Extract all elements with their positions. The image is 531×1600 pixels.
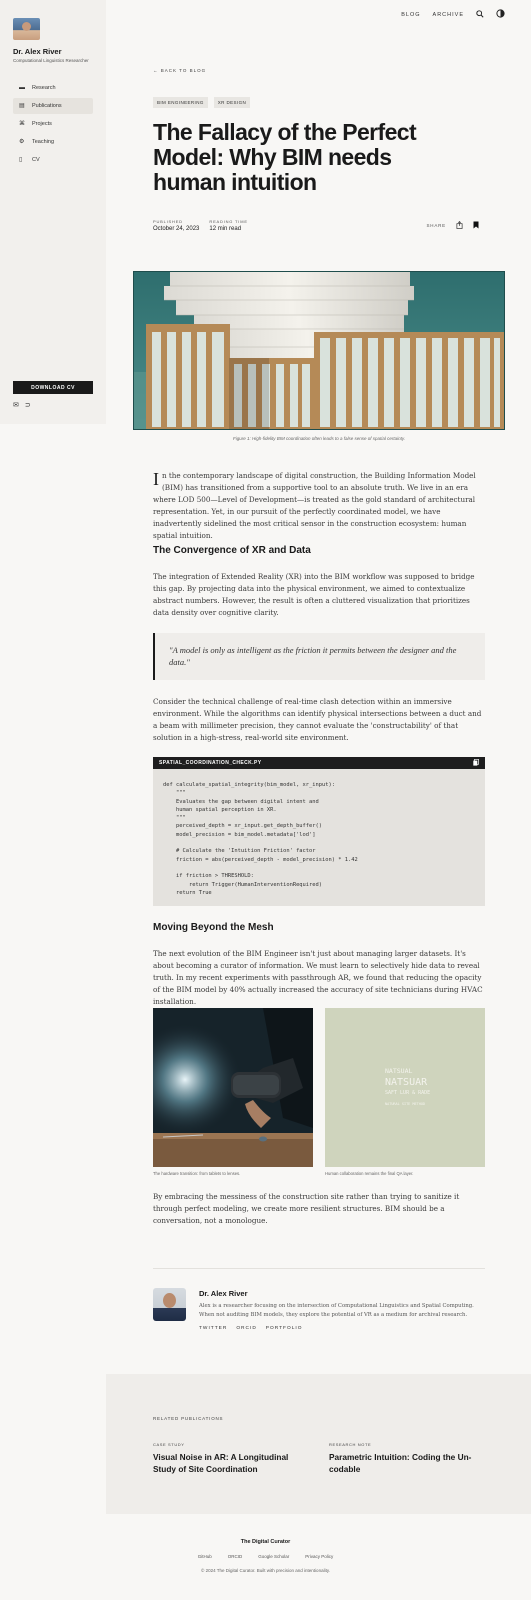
intro-text: n the contemporary landscape of digital construction, the Building Information Model (BIM) has transitioned from a supportive tool to an absolute truth. We live in an era where LOD 500—Level of Development—is treated as the gold standard of architectural representation. Yet, in our pursuit of the perfectly coordinated model, we have inadvertently sidelined the most critical sensor in the construction ecosystem: human spatial intuition. <box>153 471 476 540</box>
image-text-line: SAFT LUR & RADE <box>385 1090 431 1096</box>
projects-icon: ⌘ <box>19 121 25 127</box>
newspaper-icon: ▤ <box>19 103 25 109</box>
footer-brand: The Digital Curator <box>240 1539 291 1545</box>
sidebar-item-publications[interactable] <box>13 98 93 114</box>
sidebar-item-teaching[interactable] <box>13 134 93 150</box>
reading-time-label: READING TIME <box>209 219 248 224</box>
related-label: RELATED PUBLICATIONS <box>153 1416 224 1421</box>
code-content: def calculate_spatial_integrity(bim_model, xr_input): """ Evaluates the gap between digital intent and human spatial perception in XR. """ perceived_depth = xr_input.get_depth_buffer() model_precision = bim_model.metadata['lod'] # Calculate the 'Intuition Friction' factor friction = abs(perceived_depth - model_precision) * 1.42 if friction > THRESHOLD: return Trigger(HumanInterventionRequired) return True <box>163 782 358 896</box>
back-to-blog-link[interactable]: ← BACK TO BLOG <box>153 68 207 73</box>
published-date: October 24, 2023 <box>153 226 200 232</box>
sidebar-item-research[interactable] <box>13 80 93 96</box>
search-icon[interactable] <box>476 10 484 20</box>
sidebar-item-label: Publications <box>32 103 62 109</box>
hero-caption: Figure 1: High-fidelity BIM coordination often leads to a false sense of spatial certainty. <box>232 436 405 441</box>
footer-copyright: © 2024 The Digital Curator. Built with precision and intentionality. <box>201 1568 330 1573</box>
published-label: PUBLISHED <box>153 219 183 224</box>
page-title: The Fallacy of the Perfect Model: Why BIM needs human intuition <box>153 119 417 195</box>
tag-xr-design[interactable]: XR DESIGN <box>214 97 250 108</box>
sidebar-nav <box>13 80 93 170</box>
top-nav <box>401 9 505 20</box>
share-icon[interactable] <box>456 221 463 230</box>
related-kind: RESEARCH NOTE <box>329 1442 372 1447</box>
nav-blog-link[interactable]: BLOG <box>401 11 421 18</box>
image-caption: Human collaboration remains the final QA layer. <box>325 1171 414 1176</box>
document-icon: ▯ <box>19 157 23 163</box>
footer-links <box>0 1554 531 1559</box>
teaching-icon: ⚙ <box>19 139 25 145</box>
rss-icon[interactable]: ⊃ <box>24 402 31 409</box>
mail-icon[interactable]: ✉ <box>13 402 19 409</box>
collaboration-image <box>325 1008 485 1167</box>
footer-link-scholar[interactable]: Google Scholar <box>258 1554 290 1559</box>
closing-paragraph: By embracing the messiness of the construction site rather than trying to sanitize it through perfect modeling, we create more resilient structures. BIM should be a conversation, not a monologue. <box>153 1192 460 1225</box>
author-links <box>199 1326 302 1331</box>
book-icon: ▬ <box>19 85 25 91</box>
avatar[interactable] <box>13 18 40 40</box>
nav-archive-link[interactable]: ARCHIVE <box>432 11 464 18</box>
orcid-link[interactable]: ORCID <box>236 1326 257 1331</box>
tag-list <box>153 97 250 108</box>
drop-cap: I <box>153 469 159 489</box>
sidebar-name: Dr. Alex River <box>13 47 62 56</box>
vr-headset-image <box>153 1008 313 1167</box>
article-meta <box>153 219 248 232</box>
sidebar-item-projects[interactable] <box>13 116 93 132</box>
share-bar <box>426 221 479 230</box>
code-block <box>153 757 485 906</box>
footer-link-privacy[interactable]: Privacy Policy <box>305 1554 334 1559</box>
author-avatar <box>153 1288 186 1321</box>
image-text-line: NATSUAL <box>385 1067 413 1075</box>
hero-image <box>133 271 505 430</box>
published-block <box>153 219 199 232</box>
share-label: SHARE <box>426 223 446 228</box>
pull-quote: "A model is only as intelligent as the friction it permits between the designer and the data." <box>153 633 485 680</box>
footer-link-github[interactable]: GitHub <box>197 1554 212 1559</box>
section-heading-xr: The Convergence of XR and Data <box>153 545 311 556</box>
intro-paragraph <box>153 470 485 542</box>
sidebar-item-label: CV <box>32 157 40 163</box>
sidebar <box>0 0 106 424</box>
sidebar-social <box>13 401 31 409</box>
author-name: Dr. Alex River <box>199 1289 248 1298</box>
image-caption: The hardware transition: from tablets to lenses. <box>153 1171 241 1176</box>
related-publications <box>106 1374 531 1514</box>
sidebar-item-cv[interactable] <box>13 152 93 168</box>
theme-toggle-icon[interactable] <box>496 9 505 20</box>
download-cv-button[interactable]: DOWNLOAD CV <box>13 381 93 394</box>
related-kind: CASE STUDY <box>153 1442 185 1447</box>
author-bio: Alex is a researcher focusing on the intersection of Computational Linguistics and Spatial Computing. When not auditing BIM models, they explore the potential of VR as a medium for archival research. <box>199 1303 474 1318</box>
sidebar-role: Computational Linguistics Researcher <box>13 58 89 63</box>
sidebar-item-label: Projects <box>32 121 52 127</box>
paragraph: Consider the technical challenge of real-time clash detection within an immersive environment. While the algorithms can identify physical intersections between a duct and a beam with millimeter precision, they cannot evaluate the 'constructability' of that solution in a high-stress, real-world site environment. <box>153 697 482 742</box>
copy-icon[interactable] <box>473 759 479 768</box>
paragraph: The next evolution of the BIM Engineer isn't just about managing larger datasets. It's about becoming a curator of information. We must learn to selectively hide data to reveal truth. In my recent experiments with passthrough AR, we found that reducing the opacity of the BIM model by 40% actually increased the accuracy of site technicians during HVAC installation. <box>153 949 483 1006</box>
code-filename: SPATIAL_COORDINATION_CHECK.PY <box>159 760 262 766</box>
image-text-line: NATSUAR <box>385 1077 428 1088</box>
sidebar-item-label: Research <box>32 85 56 91</box>
twitter-link[interactable]: TWITTER <box>199 1326 228 1331</box>
tag-bim-engineering[interactable]: BIM ENGINEERING <box>153 97 208 108</box>
image-text-line: NATURAL SITE METHOD <box>385 1102 426 1106</box>
divider <box>153 1268 485 1269</box>
code-header <box>153 757 485 769</box>
reading-time-block <box>209 219 247 232</box>
related-title-link[interactable]: Visual Noise in AR: A Longitudinal Study of Site Coordination <box>153 1452 289 1474</box>
reading-time: 12 min read <box>209 226 242 232</box>
sidebar-item-label: Teaching <box>32 139 55 145</box>
section-heading-mesh: Moving Beyond the Mesh <box>153 922 274 933</box>
related-title-link[interactable]: Parametric Intuition: Coding the Un-codable <box>329 1452 472 1474</box>
bookmark-icon[interactable] <box>473 221 479 230</box>
portfolio-link[interactable]: PORTFOLIO <box>265 1326 303 1331</box>
footer-link-orcid[interactable]: ORCID <box>227 1554 243 1559</box>
paragraph: The integration of Extended Reality (XR) into the BIM workflow was supposed to bridge this gap. By projecting data into the physical environment, we aimed to contextualize abstract numbers. However, the result is often a cluttered visualization that prioritizes data density over cognitive clarity. <box>153 572 475 617</box>
